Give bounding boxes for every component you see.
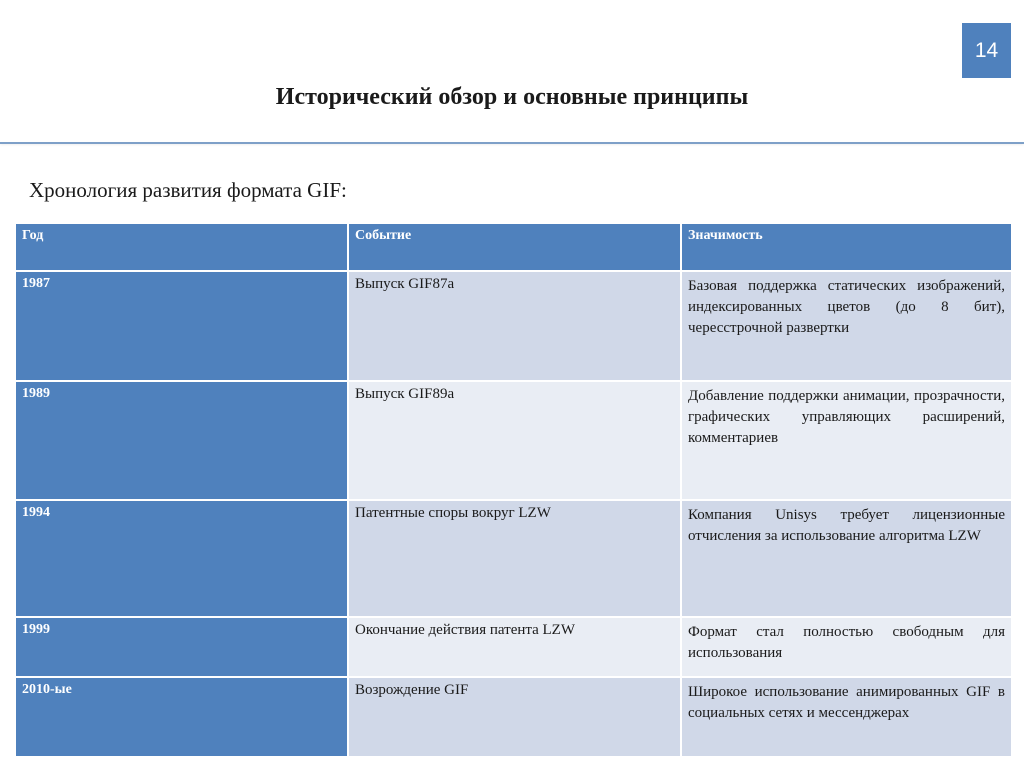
table-row — [15, 271, 1012, 381]
event-cell: Выпуск GIF87a — [348, 271, 681, 381]
table-header-row — [15, 223, 1012, 271]
table-row — [15, 500, 1012, 617]
gif-history-table — [14, 222, 1013, 758]
significance-cell: Формат стал полностью свободным для использования — [681, 617, 1012, 677]
slide-title: Исторический обзор и основные принципы — [275, 84, 749, 110]
event-cell: Патентные споры вокруг LZW — [348, 500, 681, 617]
table-row — [15, 381, 1012, 500]
significance-cell: Добавление поддержки анимации, прозрачности, графических управляющих расширений, комментариев — [681, 381, 1012, 500]
event-cell: Окончание действия патента LZW — [348, 617, 681, 677]
column-header-significance: Значимость — [681, 223, 1012, 271]
column-header-event: Событие — [348, 223, 681, 271]
significance-cell: Базовая поддержка статических изображений, индексированных цветов (до 8 бит), чересстрочной развертки — [681, 271, 1012, 381]
slide-header — [0, 0, 1024, 142]
year-cell: 2010-ые — [15, 677, 348, 757]
slide-subtitle: Хронология развития формата GIF: — [29, 178, 347, 202]
header-divider — [0, 142, 1024, 144]
table-row — [15, 617, 1012, 677]
significance-cell: Широкое использование анимированных GIF в социальных сетях и мессенджерах — [681, 677, 1012, 757]
event-cell: Возрождение GIF — [348, 677, 681, 757]
year-cell: 1994 — [15, 500, 348, 617]
column-header-year: Год — [15, 223, 348, 271]
year-cell: 1999 — [15, 617, 348, 677]
table-row — [15, 677, 1012, 757]
event-cell: Выпуск GIF89a — [348, 381, 681, 500]
year-cell: 1989 — [15, 381, 348, 500]
page-number-badge: 14 — [962, 23, 1011, 78]
significance-cell: Компания Unisys требует лицензионные отчисления за использование алгоритма LZW — [681, 500, 1012, 617]
year-cell: 1987 — [15, 271, 348, 381]
